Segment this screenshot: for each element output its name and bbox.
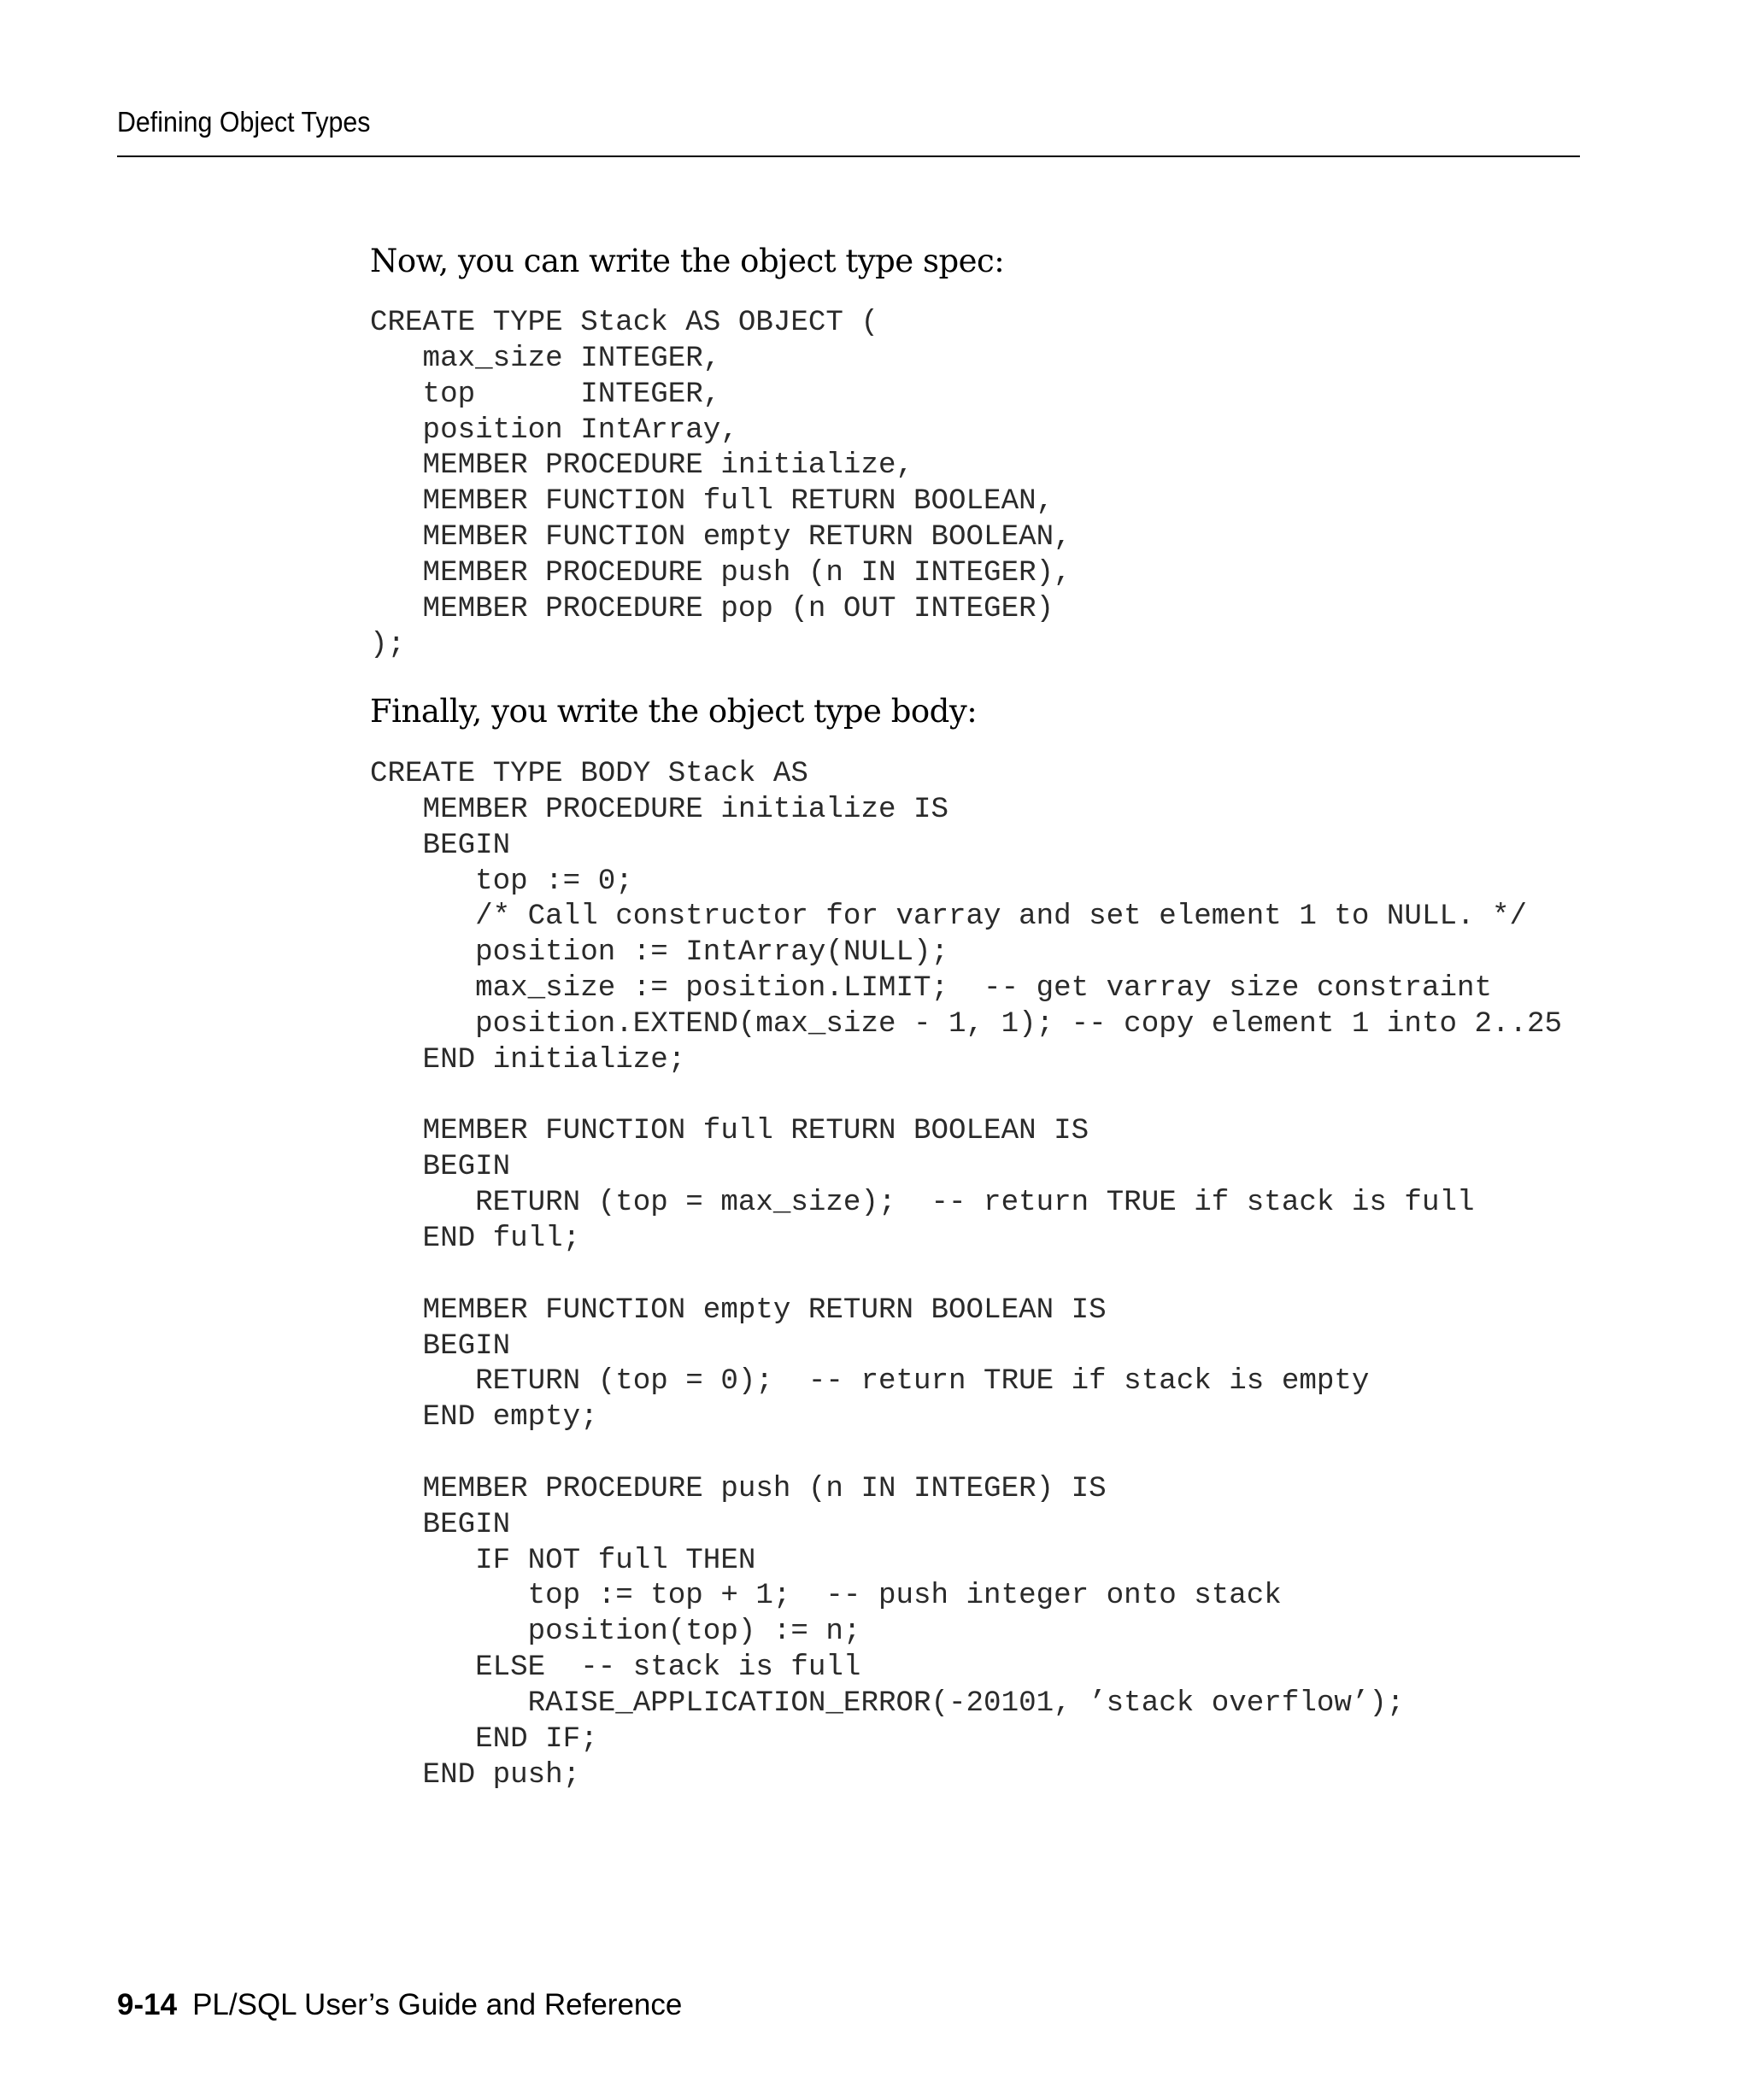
code-line: position(top) := n; bbox=[370, 1616, 861, 1649]
code-line: /* Call constructor for varray and set element 1 to NULL. */ bbox=[370, 900, 1528, 934]
code-line: ); bbox=[370, 628, 406, 661]
code-line: BEGIN bbox=[370, 1329, 511, 1363]
code-line: ELSE -- stack is full bbox=[370, 1651, 861, 1685]
code-line: MEMBER FUNCTION full RETURN BOOLEAN, bbox=[370, 485, 1054, 519]
header-divider bbox=[117, 155, 1580, 157]
code-line: MEMBER PROCEDURE pop (n OUT INTEGER) bbox=[370, 592, 1054, 625]
code-line: MEMBER PROCEDURE push (n IN INTEGER), bbox=[370, 556, 1072, 590]
code-line: position IntArray, bbox=[370, 414, 738, 447]
code-line: RETURN (top = 0); -- return TRUE if stack is empty bbox=[370, 1365, 1370, 1399]
running-header: Defining Object Types bbox=[117, 106, 371, 138]
code-line: max_size INTEGER, bbox=[370, 342, 721, 375]
code-line: MEMBER FUNCTION empty RETURN BOOLEAN IS bbox=[370, 1293, 1107, 1327]
page-number: 9-14 bbox=[117, 1988, 178, 2021]
code-line: BEGIN bbox=[370, 829, 511, 862]
code-line: MEMBER PROCEDURE initialize, bbox=[370, 449, 913, 483]
code-line bbox=[370, 1436, 1562, 1472]
code-line: END push; bbox=[370, 1758, 581, 1792]
intro-spec-paragraph: Now, you can write the object type spec: bbox=[370, 243, 1005, 279]
code-line: END empty; bbox=[370, 1401, 598, 1434]
code-line bbox=[370, 1079, 1562, 1115]
code-line: END initialize; bbox=[370, 1043, 686, 1076]
code-line: top := 0; bbox=[370, 865, 633, 898]
code-line: max_size := position.LIMIT; -- get varray size constraint bbox=[370, 972, 1493, 1006]
code-line: RAISE_APPLICATION_ERROR(-20101, ’stack overflow’); bbox=[370, 1686, 1405, 1720]
code-line: CREATE TYPE Stack AS OBJECT ( bbox=[370, 307, 878, 339]
code-line: BEGIN bbox=[370, 1508, 511, 1541]
code-line: MEMBER FUNCTION full RETURN BOOLEAN IS bbox=[370, 1115, 1089, 1148]
code-line: MEMBER PROCEDURE push (n IN INTEGER) IS bbox=[370, 1472, 1107, 1505]
code-line: END IF; bbox=[370, 1722, 598, 1756]
code-line: top INTEGER, bbox=[370, 378, 721, 411]
code-line: END full; bbox=[370, 1222, 581, 1255]
code-line: RETURN (top = max_size); -- return TRUE if stack is full bbox=[370, 1187, 1475, 1220]
intro-body-paragraph: Finally, you write the object type body: bbox=[370, 693, 978, 730]
code-line: BEGIN bbox=[370, 1151, 511, 1184]
code-line: IF NOT full THEN bbox=[370, 1544, 756, 1577]
code-line: CREATE TYPE BODY Stack AS bbox=[370, 758, 808, 790]
code-line bbox=[370, 1258, 1562, 1293]
code-line: MEMBER PROCEDURE initialize IS bbox=[370, 793, 949, 826]
body-code-block bbox=[370, 757, 1562, 1793]
code-line: position := IntArray(NULL); bbox=[370, 936, 949, 970]
page-footer bbox=[117, 1988, 682, 2022]
spec-code-block bbox=[370, 306, 1072, 663]
code-line: top := top + 1; -- push integer onto stack bbox=[370, 1580, 1282, 1613]
book-title: PL/SQL User’s Guide and Reference bbox=[192, 1988, 683, 2021]
code-line: position.EXTEND(max_size - 1, 1); -- copy element 1 into 2..25 bbox=[370, 1007, 1563, 1041]
code-line: MEMBER FUNCTION empty RETURN BOOLEAN, bbox=[370, 521, 1072, 554]
